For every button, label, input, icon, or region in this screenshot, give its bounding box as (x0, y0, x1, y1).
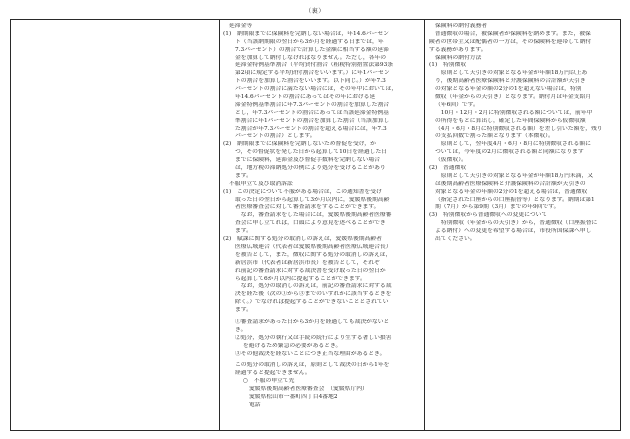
text-line: 新居浜市（代表者は新居浜市長）を被告として，それぞ (235, 259, 380, 266)
text-line: 者医療審査会に対して審査請求をすることができます。 (235, 204, 380, 211)
subheading-collection-change: (3) 特別徴収から普通徴収への変更について (429, 212, 548, 219)
text-line: 査会に申し立てれば，口頭により意見を述べることができ (235, 220, 386, 227)
text-line: ます。 (235, 307, 252, 314)
text-line: 金を加算して納付しなければなりません。ただし，各年の (235, 54, 387, 61)
text-line: 出てください。 (435, 236, 476, 243)
text-line: 険者の世帯主又は配偶者の一方は，その保険料を連帯して納付 (429, 38, 592, 45)
appeal-destination-address: 愛媛県松山市一番町四丁目4番地2 (249, 393, 338, 400)
notice-frame (10, 19, 621, 431)
text-line: 期（7月）から第9期（3月）までの年9回です。 (435, 204, 560, 211)
text-line: 医療広域連合（代表者は愛媛県後期高齢者医療広域連合長） (235, 243, 392, 250)
text-line: （年6回）です。 (435, 101, 479, 108)
condition-item-1: ①審査請求があった日から3か月を経過しても裁決がないと (235, 318, 390, 325)
text-line: (2) 賦課に関する処分の取消しの訴えは，愛媛県後期高齢者 (223, 236, 382, 243)
text-line: する義務があります。 (429, 46, 487, 53)
text-line: 徴収（年金からの天引き）となります。納付月は年金支給月 (435, 94, 592, 101)
column-divider-left (219, 20, 220, 430)
text-line: の支払回数で割った額となります（本徴収）。 (435, 133, 554, 140)
text-line: ます。 (235, 228, 252, 235)
text-line: き。 (235, 326, 247, 333)
text-line: トの割合を加算した割合をいいます。以下同じ。）が年7.3 (235, 78, 386, 85)
text-line: ついては，今年度の2月に徴収される額と同額になります (435, 149, 584, 156)
text-line: れ前記の審査請求に対する裁決書を受け取った日の翌日か (235, 267, 386, 274)
text-line: （指定された口座からの口座振替等）となります。納期は第1 (435, 196, 595, 203)
text-line: (1) この決定について不服がある場合は，この通知書を受け (223, 188, 382, 195)
text-line: 10月・12月・2月に特別徴収される額については，前年中 (435, 109, 593, 116)
text-line: (2) 納期限までに保険料を完納しないため督促を受け，か (223, 141, 376, 148)
text-line: パーセントの割合に満たない場合には，その年中においては， (235, 86, 398, 93)
section-heading-payment-method: 保険料の納付方法 (435, 54, 482, 61)
page-side-label: （裏） (304, 8, 326, 15)
text-line: 7.3パーセント）の割合で計算した金額に相当する額の延滞 (235, 46, 390, 53)
text-line: 経過すると提起できません。 (235, 370, 311, 377)
text-line: は，地方税の滞納処分の例により処分を受けることがあり (235, 165, 386, 172)
middle-column (223, 23, 423, 428)
text-line: （仮徴収）。 (435, 157, 467, 164)
column-divider-right (424, 20, 425, 430)
text-line: （4月・6月・8月に特別徴収される額）を差し引いた額を，残り (435, 125, 603, 132)
text-line: までに保険料，延滞金及び督促手数料を完納しない場合 (235, 157, 380, 164)
right-column (429, 23, 614, 428)
text-line: 延滞金特例基準割合（平均貸付割合（租税特別措置法第93条 (235, 62, 394, 69)
text-line: (1) 納期限までに保険料を完納しない場合は，年14.6パーセン (223, 30, 389, 37)
subheading-normal-collection: (2) 普通徴収 (429, 165, 467, 172)
text-line: 決を経た後（次の①から③までのいずれかに該当するときを (235, 291, 392, 298)
text-line: 原則として天引きの対象となる年金が年額18万円以上あ (435, 70, 588, 77)
section-heading-delinquency: 延滞金等 (229, 23, 253, 29)
text-line: なお，審査請求をした場合には，愛媛県後期高齢者医療審 (235, 212, 392, 219)
condition-item-2: ②処分，処分の執行又は手続の続行により生ずる著しい損害 (235, 334, 392, 341)
text-line: ら起算して6か月以内に提起することができます。 (235, 275, 366, 282)
text-line: ト（当該納期限の翌日から3か月を経過する日までは，年 (235, 38, 384, 45)
text-line: この処分の取消しの訴えは，原則として裁決の日から1年を (235, 362, 390, 369)
text-line: を被告として，また，徴収に関する処分の取消しの訴えは， (235, 251, 392, 258)
text-line: 対象となる年金の年額の2分の1を超える場合は，普通徴収 (435, 188, 588, 195)
text-line: とし，年7.3パーセントの割合にあっては当該延滞金特例基 (235, 109, 389, 116)
text-line: 特別徴収（年金からの天引き）から，普通徴収（口座振替に (435, 220, 598, 227)
text-line: は後期高齢者医療保険料と介護保険料の合計額が天引きの (435, 180, 586, 187)
text-line: 滞金特例基準割合に年7.3パーセントの割合を加算した割合 (235, 101, 390, 108)
text-line: 原則として天引きの対象となる年金が年額18万円未満，又 (435, 172, 594, 179)
text-line: た割合が年7.3パーセントの割合を超える場合には，年7.3 (235, 125, 387, 132)
appeal-destination-phone: 電話 (249, 401, 261, 408)
text-line: 準割合に年1パーセントの割合を加算した割合（当該加算し (235, 117, 390, 124)
text-line: よる納付）への変更を希望する場合は，市役所国保課へ申し (435, 228, 592, 235)
text-line: り，後期高齢者医療保険料と介護保険料の合計額が天引き (435, 78, 586, 85)
text-line: の所得をもとに算出し，確定した年間保険料から仮徴収額 (435, 117, 586, 124)
text-line: の対象となる年金の額の2分の1を超えない場合は，特別 (435, 86, 582, 93)
text-line: 原則として，翌年度4月・6月・8月に特別徴収される額に (435, 141, 591, 148)
text-line: 除く。）でなければ提起することができないこととされてい (235, 299, 389, 306)
text-line: 第2項に規定する平均貸付割合をいいます。）に年1パーセン (235, 70, 390, 77)
appeal-destination-name: 愛媛県後期高齢者医療審査会 （愛媛県庁内） (249, 386, 368, 393)
text-line: 普通徴収の場合，被保険者が保険料を納めます。また，被保 (429, 30, 591, 37)
section-heading-payer: 保険料の納付義務者 (435, 23, 488, 29)
text-line: ます。 (235, 172, 252, 179)
text-line: を避けるため緊急の必要があるとき。 (243, 342, 342, 349)
text-line: なお，処分の取消しの訴えは，前記の審査請求に対する裁 (235, 283, 392, 290)
text-line: 取った日の翌日から起算して3か月以内に，愛媛県後期高齢 (235, 196, 390, 203)
condition-item-3: ③その他裁決を経ないことにつき正当な理由があるとき。 (235, 350, 386, 357)
text-line: 年14.6パーセントの割合にあってはその年における延 (235, 94, 376, 101)
subheading-special-collection: (1) 特別徴収 (429, 62, 467, 69)
appeal-destination-heading: ○ 不服の申立て先 (243, 378, 295, 385)
text-line: パーセントの割合）とします。 (235, 133, 316, 140)
section-heading-appeals: 不服申立て及び取消訴訟 (229, 180, 293, 187)
text-line: つ，その督促状を発した日から起算して10日を経過した日 (235, 149, 388, 156)
